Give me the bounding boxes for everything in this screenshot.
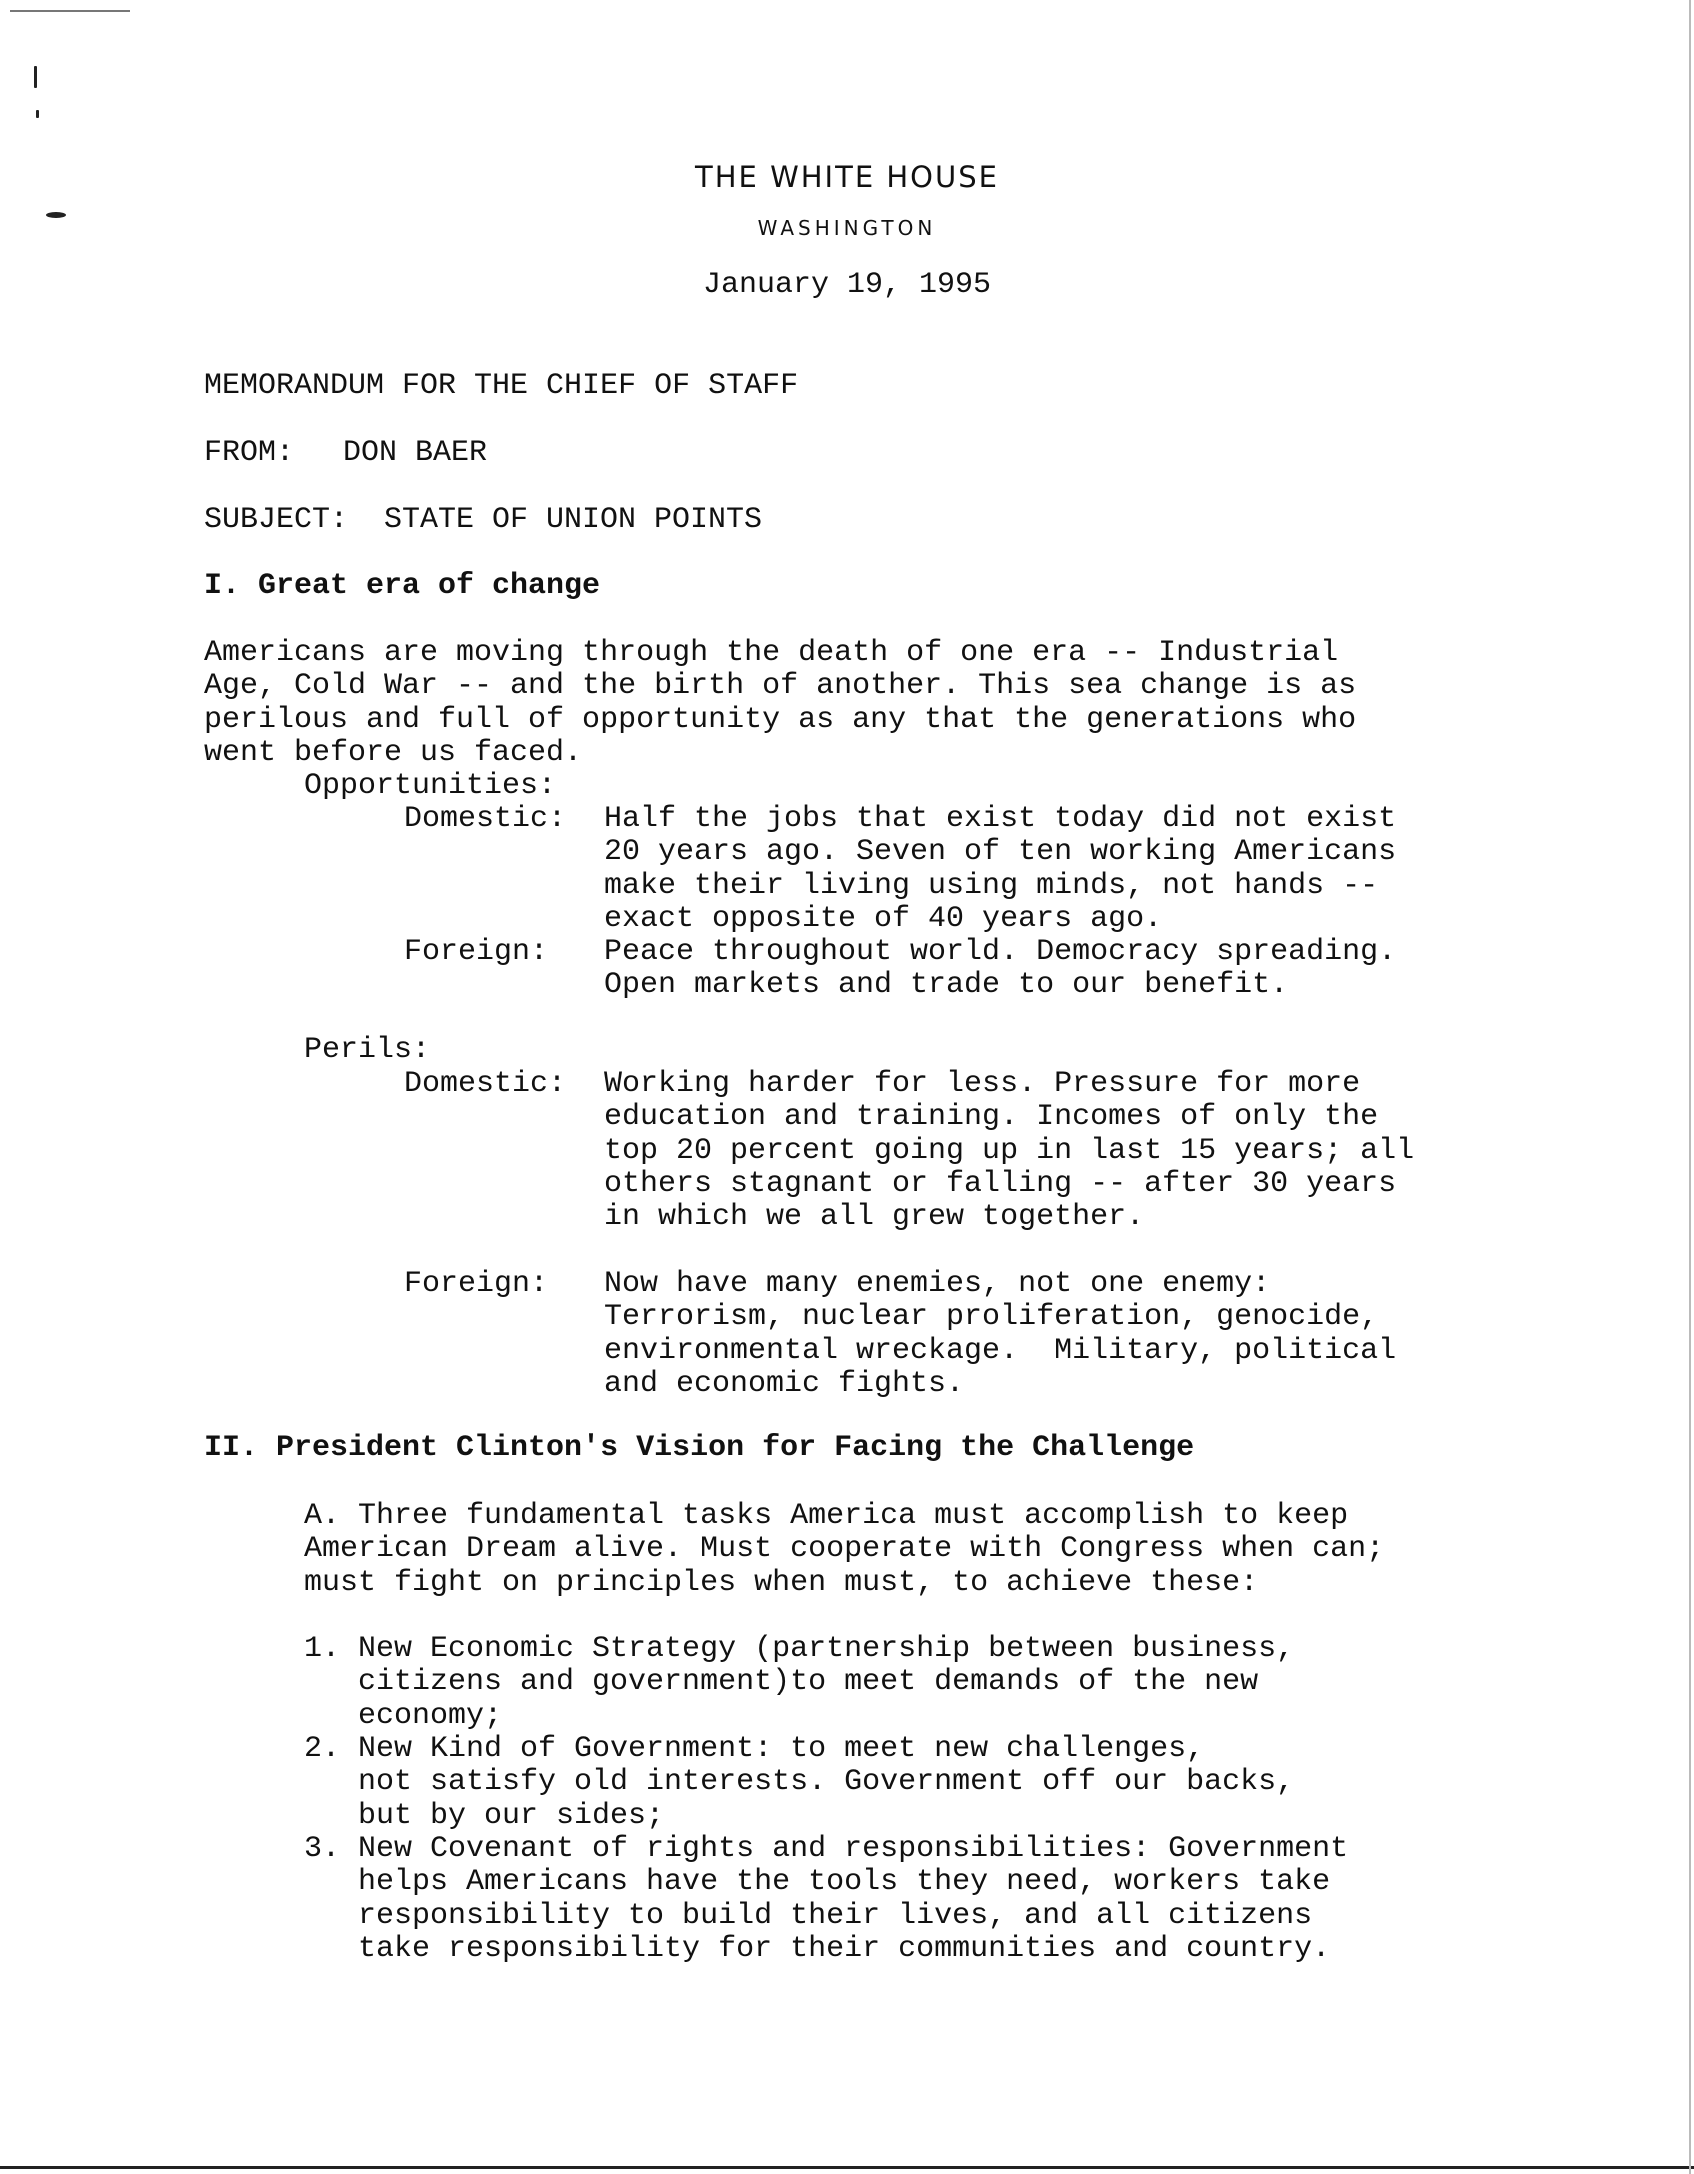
scan-edge-bottom: [0, 2166, 1694, 2169]
perils-label: Perils:: [304, 1033, 431, 1067]
section2-para-a: [304, 1500, 1384, 1600]
text-line: and economic fights.: [604, 1366, 965, 1401]
text-line: perilous and full of opportunity as any that the generations who: [204, 702, 1357, 737]
memo-subject-value: STATE OF UNION POINTS: [384, 503, 763, 537]
text-line: in which we all grew together.: [604, 1200, 1145, 1235]
memo-from-value: DON BAER: [343, 436, 488, 470]
memo-date: January 19, 1995: [702, 268, 992, 302]
per-foreign-text: [604, 1268, 1396, 1401]
text-line: must fight on principles when must, to achieve these:: [304, 1565, 1259, 1600]
list-item: [304, 1733, 1294, 1833]
section-heading: I. Great era of change: [204, 569, 601, 603]
opp-domestic-label: Domestic:: [404, 802, 567, 836]
scan-edge-right: [1689, 0, 1691, 2174]
text-line: American Dream alive. Must cooperate with Congress when can;: [304, 1532, 1385, 1567]
memo-to: MEMORANDUM FOR THE CHIEF OF STAFF: [204, 369, 799, 403]
memo-from-label: FROM:: [204, 436, 295, 470]
opp-foreign-label: Foreign:: [404, 935, 549, 969]
text-line: Terrorism, nuclear proliferation, genocide,: [604, 1300, 1379, 1335]
text-line: take responsibility for their communities and country.: [304, 1931, 1331, 1966]
text-line: Age, Cold War -- and the birth of another. This sea change is as: [204, 669, 1357, 704]
text-line: 1. New Economic Strategy (partnership between business,: [304, 1632, 1295, 1666]
text-line: Peace throughout world. Democracy spreading.: [604, 935, 1397, 969]
per-domestic-label: Domestic:: [404, 1067, 567, 1101]
text-line: economy;: [304, 1698, 503, 1733]
section-heading: II. President Clinton's Vision for Facing the Challenge: [204, 1431, 1195, 1465]
text-line: but by our sides;: [304, 1798, 665, 1833]
text-line: top 20 percent going up in last 15 years; all: [604, 1133, 1415, 1168]
letterhead-title: THE WHITE HOUSE: [695, 160, 999, 194]
text-line: responsibility to build their lives, and all citizens: [304, 1898, 1313, 1933]
text-line: environmental wreckage. Military, political: [604, 1333, 1397, 1368]
text-line: Now have many enemies, not one enemy:: [604, 1267, 1271, 1301]
opportunities-label: Opportunities:: [304, 769, 557, 803]
text-line: helps Americans have the tools they need, workers take: [304, 1865, 1331, 1900]
text-line: education and training. Incomes of only the: [604, 1100, 1379, 1135]
text-line: Open markets and trade to our benefit.: [604, 968, 1289, 1003]
text-line: Americans are moving through the death of one era -- Industrial: [204, 636, 1339, 670]
text-line: exact opposite of 40 years ago.: [604, 901, 1163, 936]
letterhead-subtitle: WASHINGTON: [757, 216, 937, 240]
text-line: 3. New Covenant of rights and responsibilities: Government: [304, 1832, 1349, 1866]
opp-foreign-text: [604, 936, 1396, 1003]
list-item: [304, 1833, 1348, 1966]
per-foreign-label: Foreign:: [404, 1267, 549, 1301]
scan-speck: [10, 10, 130, 12]
text-line: others stagnant or falling -- after 30 years: [604, 1166, 1397, 1201]
scan-speck: [36, 110, 39, 118]
text-line: citizens and government)to meet demands of the new: [304, 1665, 1259, 1700]
scan-speck: [34, 66, 37, 88]
memo-subject-label: SUBJECT:: [204, 503, 349, 537]
text-line: 20 years ago. Seven of ten working Americans: [604, 835, 1397, 870]
section1-intro: [204, 637, 1356, 770]
list-item: [304, 1633, 1294, 1733]
text-line: Working harder for less. Pressure for more: [604, 1067, 1361, 1101]
per-domestic-text: [604, 1068, 1414, 1234]
text-line: 2. New Kind of Government: to meet new challenges,: [304, 1732, 1205, 1766]
text-line: went before us faced.: [204, 735, 583, 770]
text-line: not satisfy old interests. Government off our backs,: [304, 1765, 1295, 1800]
text-line: make their living using minds, not hands --: [604, 868, 1379, 903]
opp-domestic-text: [604, 803, 1396, 936]
text-line: Half the jobs that exist today did not exist: [604, 802, 1397, 836]
text-line: A. Three fundamental tasks America must accomplish to keep: [304, 1499, 1349, 1533]
